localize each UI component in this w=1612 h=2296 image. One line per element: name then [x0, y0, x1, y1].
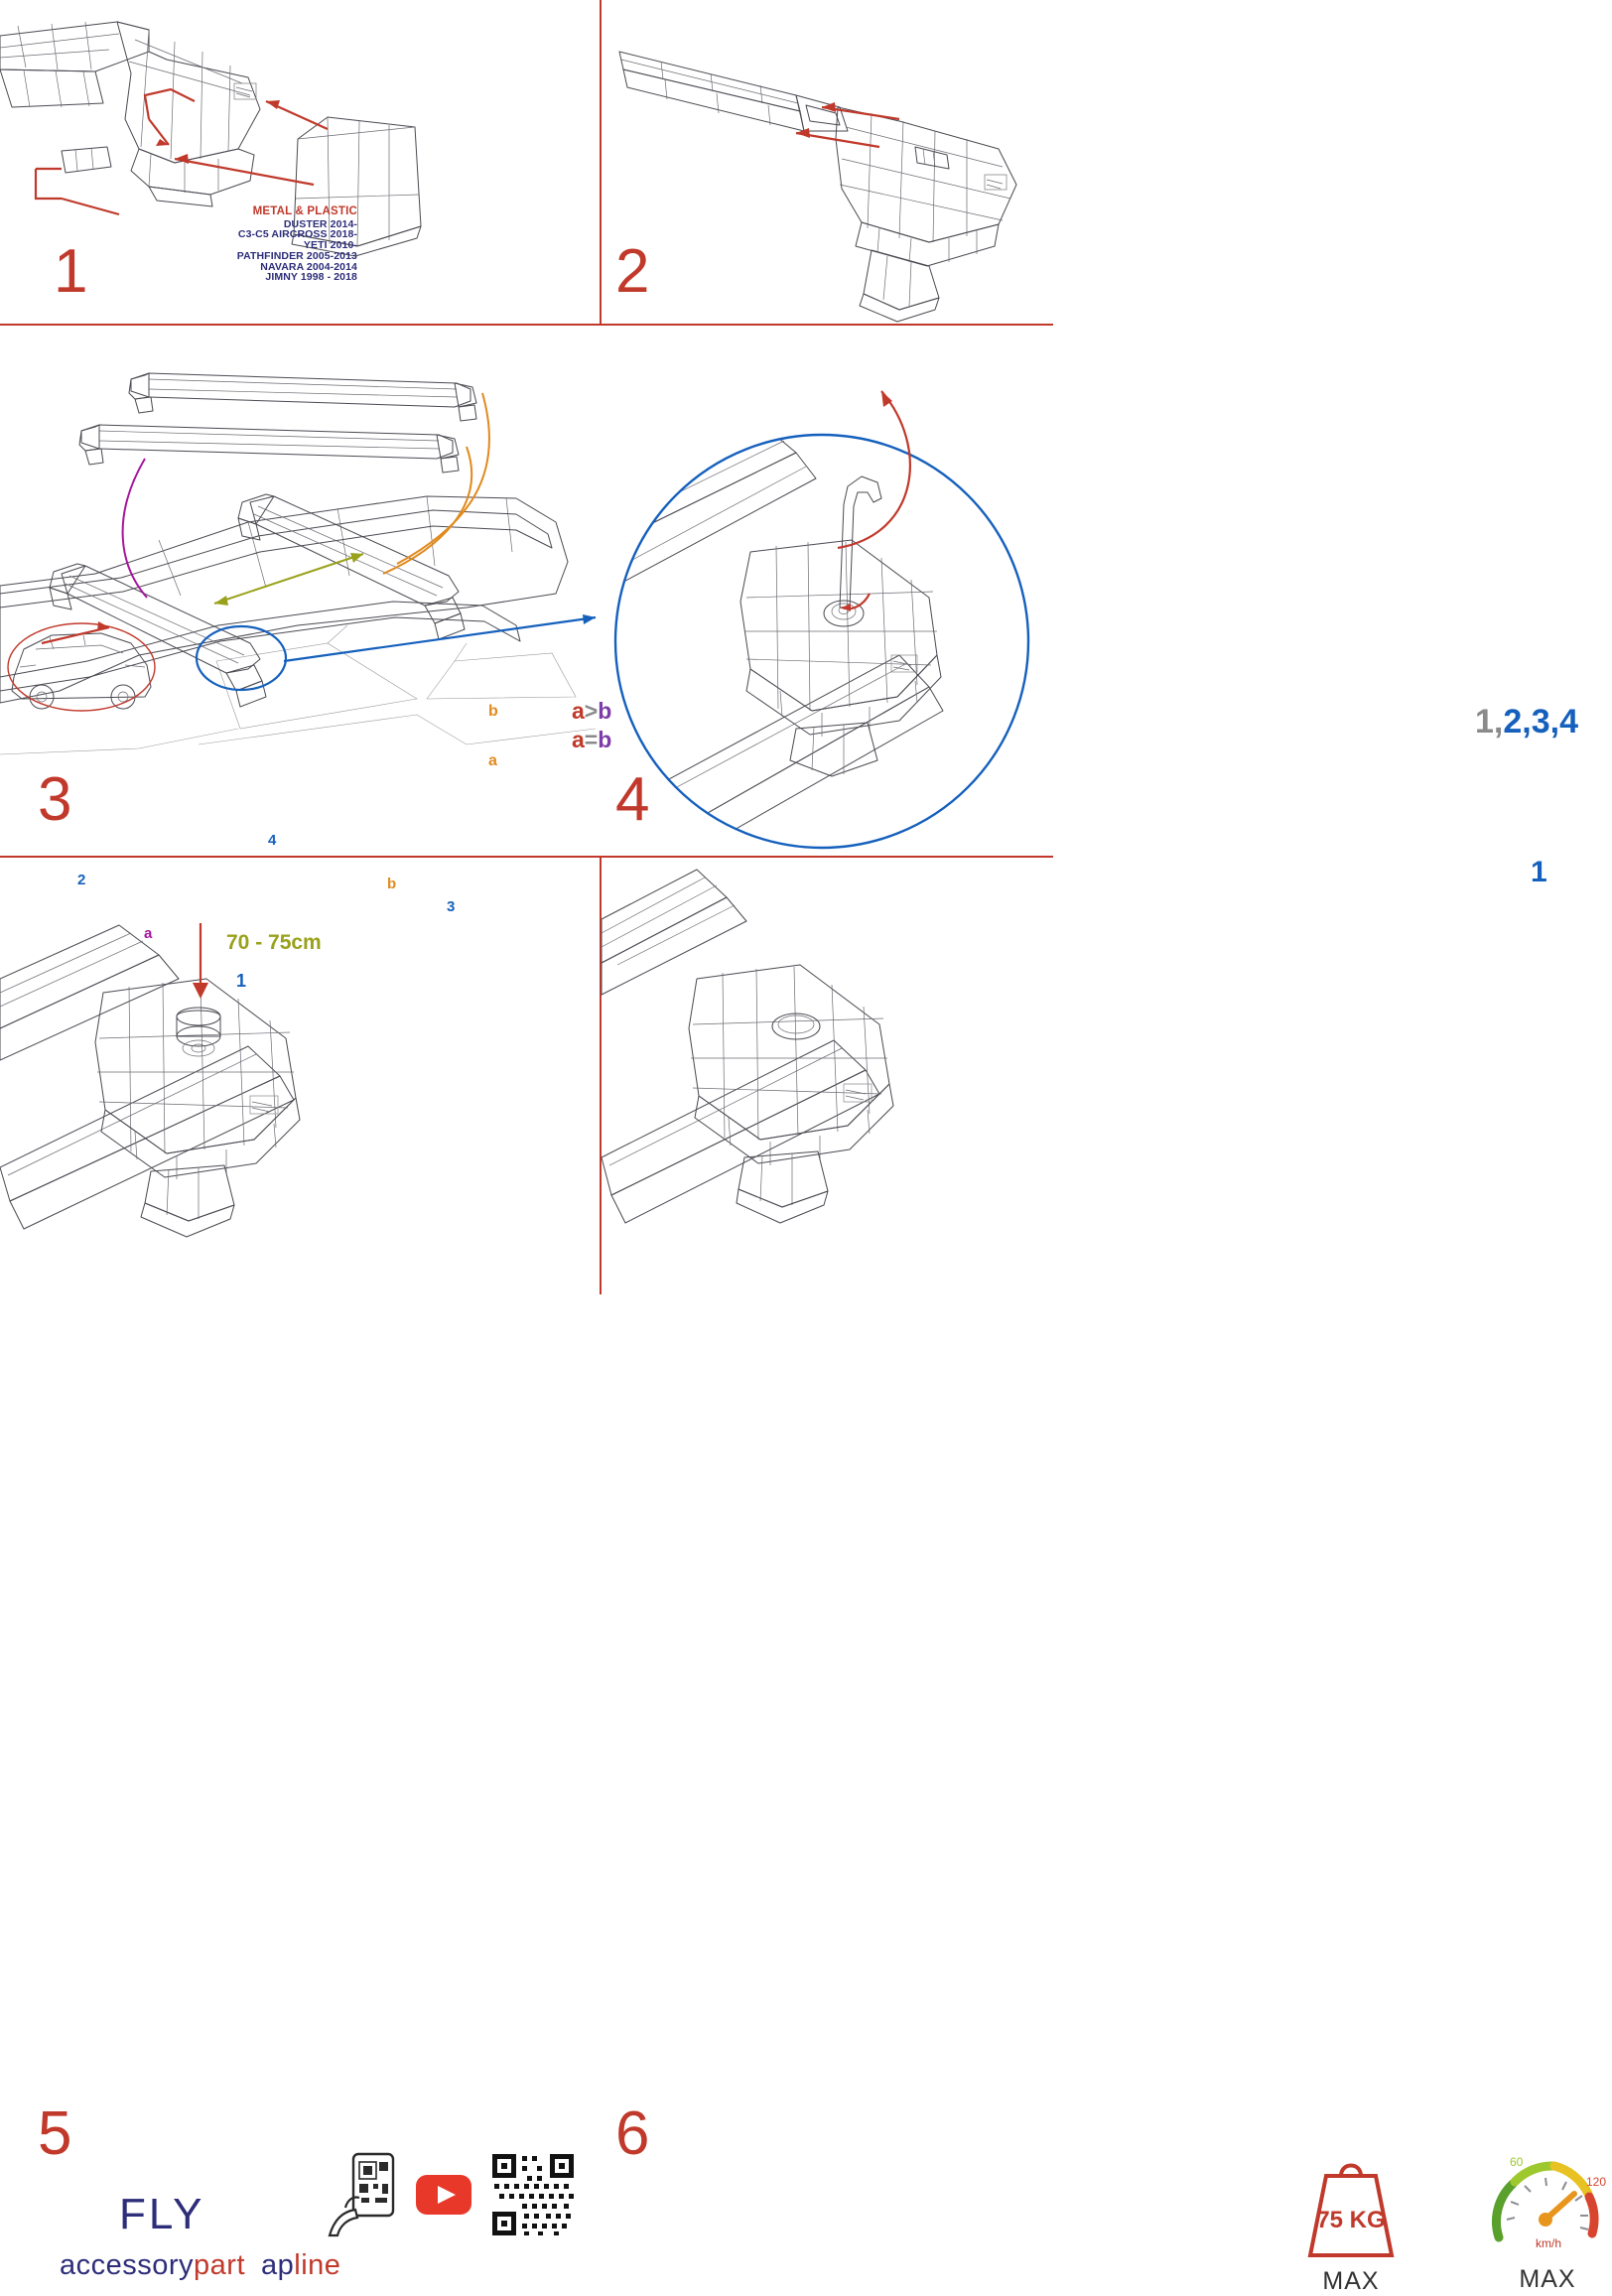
- compatibility-model: YETI 2010-: [303, 239, 357, 252]
- step-number-4: 4: [615, 765, 649, 834]
- panel-step-4: [602, 328, 1578, 888]
- brand-tagline: [60, 2249, 476, 2282]
- relation-b: b: [598, 726, 612, 752]
- sequence-first: 1,: [1475, 703, 1504, 741]
- label-foot-3: 3: [447, 898, 456, 915]
- label-bar-b-top: b: [488, 703, 498, 720]
- brand-accessory: accessory: [60, 2249, 195, 2281]
- relation-a: a: [572, 726, 585, 752]
- speedometer-icon: [1483, 2150, 1612, 2261]
- brand-line: line: [294, 2249, 341, 2281]
- compatibility-model: DUSTER 2014-: [283, 217, 357, 230]
- illustration-step-5: [0, 860, 600, 1277]
- step-number-5: 5: [38, 2099, 71, 2168]
- compatibility-list: [119, 206, 357, 283]
- relation-b: b: [598, 698, 612, 724]
- callout-number-1: 1: [1531, 856, 1547, 888]
- step-number-2: 2: [615, 237, 649, 306]
- label-bar-a-top: a: [488, 752, 497, 769]
- max-weight-label: MAX: [1322, 2267, 1380, 2295]
- brand-name: FLY: [119, 2190, 205, 2238]
- max-speed-label: MAX: [1519, 2265, 1576, 2293]
- label-foot-1: 1: [236, 971, 247, 991]
- illustration-step-4: [602, 328, 1053, 854]
- panel-step-2: [602, 0, 1053, 324]
- relation-operator: >: [584, 698, 599, 724]
- divider-bottom: [0, 856, 1053, 858]
- max-speed-badge: [1483, 2150, 1612, 2294]
- distance-label: 70 - 75cm: [226, 931, 322, 954]
- sequence-rest: 2,3,4: [1503, 703, 1578, 741]
- brand-ap: ap: [261, 2249, 295, 2281]
- compatibility-model: JIMNY 1998 - 2018: [265, 271, 357, 284]
- illustration-step-2: [602, 0, 1053, 324]
- label-bar-a-mounted: a: [144, 925, 153, 942]
- tightening-sequence: [1475, 703, 1578, 742]
- speed-tick-min: 60: [1510, 2155, 1524, 2169]
- compatibility-model: PATHFINDER 2005-2013: [236, 249, 357, 262]
- weight-icon: [1286, 2150, 1415, 2261]
- label-bar-b-mounted: b: [387, 876, 397, 892]
- brand-block: [60, 2190, 476, 2282]
- speed-tick-max: 120: [1586, 2175, 1607, 2189]
- label-foot-4: 4: [268, 832, 277, 849]
- relation-operator: =: [584, 726, 599, 752]
- compatibility-model: NAVARA 2004-2014: [260, 260, 357, 273]
- illustration-step-6: [602, 860, 1053, 1277]
- weight-value-text: 75 KG: [1316, 2207, 1386, 2233]
- relation-a: a: [572, 698, 585, 724]
- step-number-6: 6: [615, 2099, 649, 2168]
- label-foot-2: 2: [77, 872, 86, 888]
- panel-step-5: [0, 860, 600, 2281]
- step-number-1: 1: [54, 237, 87, 306]
- panel-step-1: [0, 0, 600, 324]
- max-weight-badge: [1286, 2150, 1415, 2296]
- qr-code-icon[interactable]: [490, 2152, 576, 2237]
- compatibility-title: METAL & PLASTIC: [252, 205, 357, 217]
- brand-part: part: [194, 2249, 246, 2281]
- compatibility-model: C3-C5 AIRCROSS 2018-: [237, 228, 357, 241]
- step-number-3: 3: [38, 765, 71, 834]
- divider-top: [0, 324, 1053, 326]
- illustration-step-3: [0, 328, 600, 854]
- panel-step-6: [602, 860, 1607, 2295]
- panel-step-3: [0, 328, 612, 991]
- speed-unit-text: km/h: [1535, 2236, 1562, 2250]
